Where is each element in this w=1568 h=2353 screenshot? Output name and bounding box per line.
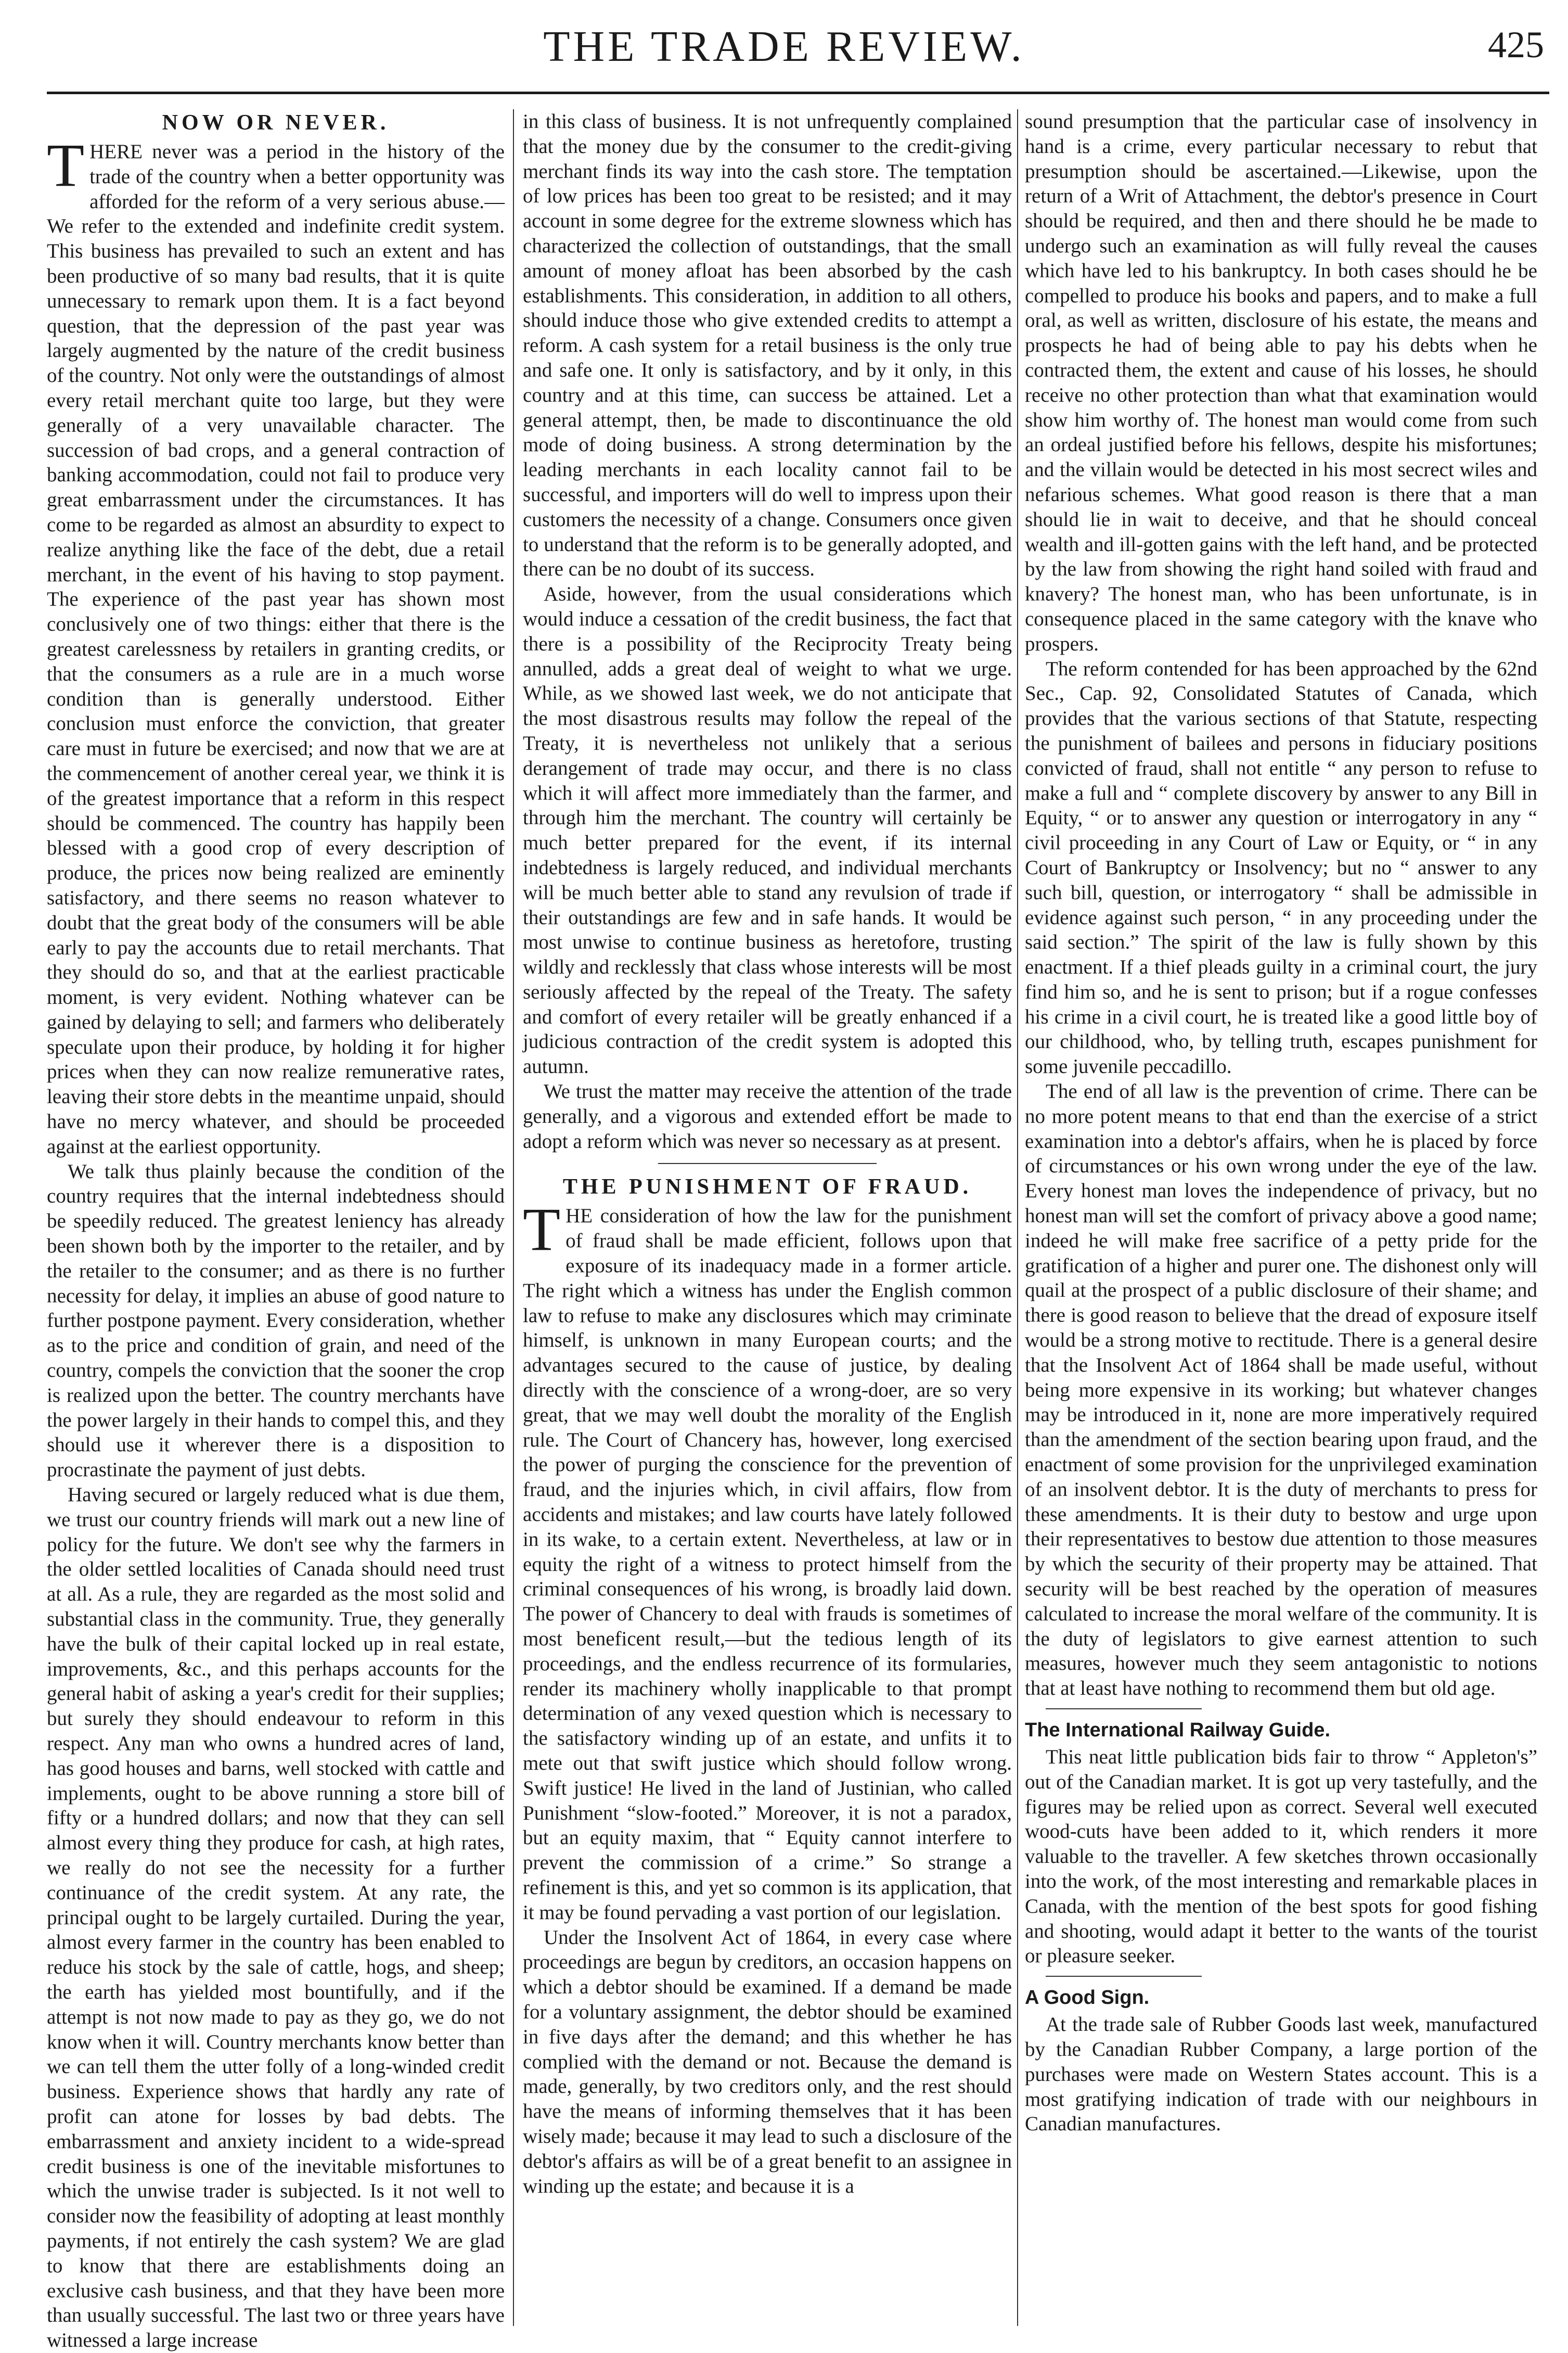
running-head <box>0 22 1568 93</box>
article-paragraph: We talk thus plainly because the condition of the country requires that the internal indebtedness should be speedily reduced. The greatest leniency has already been shown both by the importer to the retailer, and by the retailer to the consumer; and as there is no further necessity for delay, it implies an abuse of good nature to further postpone payment. Every consideration, whether as to the price and condition of grain, and need of the country, compels the conviction that the sooner the crop is realized upon the better. The country merchants have the power largely in their hands to compel this, and they should use it wherever there is a disposition to procrastinate the payment of just debts. <box>47 1160 505 1481</box>
article-paragraph: The end of all law is the prevention of crime. There can be no more potent means to that end than the exercise of a strict examination into a debtor's affairs, when he is placed by force of circumstances or his own wrong under the eye of the law. Every honest man loves the independence of privacy, but no honest man will set the comfort of privacy above a good name; indeed he will make free sacrifice of a petty pride for the gratification of a higher and purer one. The dishonest only will quail at the prospect of a public disclosure of their shame; and there is good reason to believe that the dread of exposure itself would be a strong motive to rectitude. There is a general desire that the Insolvent Act of 1864 shall be made useful, without being more expensive in its working; but whatever changes may be introduced in it, none are more imperatively required than the amendment of the section bearing upon fraud, and the enactment of some provision for the unprivileged examination of an insolvent debtor. It is the duty of merchants to press for these amendments. It is their duty to bestow and urge upon their representatives to bestow due attention to those measures by which the security of their property may be attained. That security will be best reached by the operation of measures calculated to increase the moral welfare of the community. It is the duty of legislators to give earnest attention to such measures, however much they seem antagonistic to notions that at least have nothing to recommend them but old age. <box>1025 1080 1537 1700</box>
journal-title: THE TRADE REVIEW. <box>543 22 1025 71</box>
column-3 <box>1025 109 1537 2326</box>
article-paragraph: sound presumption that the particular case of insolvency in hand is a crime, every particular necessary to rebut that presumption should be ascertained.—Likewise, upon the return of a Writ of Attachment, the debtor's presence in Court should be required, and then and there should he be made to undergo such an examination as will fully reveal the causes which have led to his bankruptcy. In both cases should he be compelled to produce his books and papers, and to make a full oral, as well as written, disclosure of his estate, the means and prospects he had of being able to pay his debts when he contracted them, the extent and cause of his losses, he should receive no other protection than what that examination would show him worthy of. The honest man would come from such an ordeal justified before his fellows, despite his misfortunes; and the villain would be detected in his most secrect wiles and nefarious schemes. What good reason is there that a man should lie in wait to deceive, and that he should conceal wealth and ill-gotten gains with the left hand, and be protected by the law from showing the right hand soiled with fraud and knavery? The honest man, who has been unfortunate, is in consequence placed in the same category with the knave who prospers. <box>1025 110 1537 655</box>
article-paragraph: in this class of business. It is not unfrequently complained that the money due by the consumer to the credit-giving merchant finds its way into the cash store. The temptation of low prices has been too great to be resisted; and it may account in some degree for the extreme slowness which has characterized the collection of outstandings, that the small amount of money afloat has been absorbed by the cash establishments. This consideration, in addition to all others, should induce those who give extended credits to attempt a reform. A cash system for a retail business is the only true and safe one. It only is satisfactory, and by it only, in this country and at this time, can success be attained. Let a general attempt, then, be made to discontinuance the old mode of doing business. A strong determination by the leading merchants in each locality cannot fail to be successful, and importers will do well to impress upon their customers the necessity of a change. Consumers once given to understand that the reform is to be generally adopted, and there can be no doubt of its success. <box>523 110 1012 581</box>
column-divider <box>1017 109 1018 2326</box>
column-2 <box>523 109 1012 2326</box>
column-1 <box>47 109 505 2352</box>
article-title-now-or-never: NOW OR NEVER. <box>162 111 390 135</box>
paragraph-text: HE consideration of how the law for the punishment of fraud shall be made efficient, follows upon that exposure of its inadequacy made in a former article. The right which a witness has under the English common law to refuse to make any disclosures which may criminate himself, is unknown in many European courts; and the advantages secured to the cause of justice, by dealing directly with the conscience of a wrong-doer, are so very great, that we may well doubt the morality of the English rule. The Court of Chancery has, however, long exercised the power of purging the conscience for the prevention of fraud, and the injuries which, in civil affairs, flow from accidents and mistakes; and law courts have lately followed in its wake, to a certain extent. Nevertheless, at law or in equity the right of a witness to protect himself from the criminal consequences of his wrong, is broadly laid down. The power of Chancery to deal with frauds is sometimes of most beneficent result,—but the tedious length of its proceedings, and the endless recurrence of its formularies, render its machinery wholly inapplicable to that prompt determination of any vexed question which is necessary to the satisfactory winding up of an estate, and unfits it to mete out that swift justice which should follow wrong. Swift justice! He lived in the land of Justinian, who called Punishment “slow-footed.” Moreover, it is not a paradox, but an equity maxim, that “ Equity cannot interfere to prevent the commission of a crime.” So strange a refinement is this, and yet so common is its application, that it may be found pervading a vast portion of our legislation. <box>523 1205 1012 1924</box>
article-paragraph: This neat little publication bids fair to throw “ Appleton's” out of the Canadian market. It is got up very tastefully, and the figures may be relied upon as correct. Several well executed wood-cuts have been added to it, which renders it more valuable to the traveller. A few sketches thrown occasionally into the work, of the most interesting and remarkable places in Canada, with the mention of the best spots for good fishing and shooting, would adapt it better to the wants of the tourist or pleasure seeker. <box>1025 1746 1537 1967</box>
paragraph-text: HERE never was a period in the history of the trade of the country when a better opportunity was afforded for the reform of a very serious abuse.—We refer to the extended and indefinite credit system. This business has prevailed to such an extent and has been productive of so many bad results, that it is quite unnecessary to remark upon them. It is a fact beyond question, that the depression of the past year was largely augmented by the nature of the credit business of the country. Not only were the outstandings of almost every retail merchant quite too large, but they were generally of a very unavailable character. The succession of bad crops, and a general contraction of banking accommodation, could not fail to produce very great embarrassment under the circumstances. It has come to be regarded as almost an absurdity to expect to realize anything like the face of the debt, due a retail merchant, in the event of his having to stop payment. The experience of the past year has shown most conclusively one of two things: either that there is the greatest carelessness by retailers in granting credits, or that the consumers as a rule are in a much worse condition than is generally understood. Either conclusion must enforce the conviction, that greater care must in future be exercised; and now that we are at the commencement of another cereal year, we think it is of the greatest importance that a reform in this respect should be commenced. The country has happily been blessed with a good crop of every description of produce, the prices now being realized are eminently satisfactory, and there seems no reason whatever to doubt that the great body of the consumers will be able early to pay the accounts due to retail merchants. That they should do so, and that at the earliest practicable moment, is very evident. Nothing whatever can be gained by delaying to sell; and farmers who deliberately speculate upon their produce, by holding it for higher prices when they can now realize remunerative rates, leaving their store debts in the meantime unpaid, should have no mercy whatever, and should be proceeded against at the earliest opportunity. <box>47 140 505 1158</box>
article-separator-rule <box>658 1163 877 1164</box>
section-title-good-sign: A Good Sign. <box>1025 1987 1150 2009</box>
drop-cap: T <box>47 131 85 199</box>
article-paragraph: The reform contended for has been approached by the 62nd Sec., Cap. 92, Consolidated Statutes of Canada, which provides that the various sections of that Statute, respecting the punishment of bailees and persons in fiduciary positions convicted of fraud, shall not entitle “ any person to refuse to make a full and “ complete discovery by answer to any Bill in Equity, “ or to answer any question or interrogatory in any “ civil proceeding in any Court of Law or Equity, or “ in any Court of Bankruptcy or Insolvency; but no “ answer to any such bill, question, or interrogatory “ shall be admissible in evidence against such person, “ in any proceeding under the said section.” The spirit of the law is fully shown by this enactment. If a thief pleads guilty in a criminal court, the jury find him so, and he is sent to prison; but if a rogue confesses his crime in a civil court, he is treated like a good little boy of our childhood, who, by telling truth, escapes punishment for some juvenile peccadillo. <box>1025 657 1537 1078</box>
article-paragraph: We trust the matter may receive the attention of the trade generally, and a vigorous and extended effort be made to adopt a reform which was never so necessary as at present. <box>523 1080 1012 1153</box>
article-paragraph <box>47 131 505 1159</box>
section-separator-rule <box>1046 1976 1202 1977</box>
column-divider <box>513 109 514 2326</box>
article-paragraph: At the trade sale of Rubber Goods last week, manufactured by the Canadian Rubber Company, a large portion of the purchases were made on Western States account. This is a most gratifying indication of trade with our neighbours in Canadian manufactures. <box>1025 2013 1537 2135</box>
article-paragraph: Aside, however, from the usual considerations which would induce a cessation of the credit business, the fact that there is a possibility of the Reciprocity Treaty being annulled, adds a great deal of weight to what we urge. While, as we showed last week, we do not anticipate that the most disastrous results may follow the repeal of the Treaty, it is nevertheless not unlikely that a serious derangement of trade may occur, and there is no class which it will affect more immediately than the farmer, and through him the merchant. The country will certainly be much better prepared for the event, if its internal indebtedness is largely reduced, and individual merchants will be much better able to stand any revulsion of trade if their outstandings are few and in safe hands. It would be most unwise to continue business as heretofore, trusting wildly and recklessly that class whose interests will be most seriously affected by the repeal of the Treaty. The safety and comfort of every retailer will be greatly enhanced if a judicious contraction of the credit system is adopted this autumn. <box>523 583 1012 1078</box>
article-title-punishment-of-fraud: THE PUNISHMENT OF FRAUD. <box>562 1175 972 1199</box>
header-rule <box>47 92 1549 94</box>
article-paragraph <box>523 1195 1012 1925</box>
drop-cap: T <box>523 1195 561 1264</box>
section-title-railway-guide: The International Railway Guide. <box>1025 1719 1330 1741</box>
section-separator-rule <box>1046 1708 1202 1709</box>
page-number: 425 <box>1488 24 1544 66</box>
article-paragraph: Having secured or largely reduced what is due them, we trust our country friends will mark out a new line of policy for the future. We don't see why the farmers in the older settled localities of Canada should need trust at all. As a rule, they are regarded as the most solid and substantial class in the community. True, they generally have the bulk of their capital locked up in real estate, improvements, &c., and this perhaps accounts for the general habit of asking a year's credit for their supplies; but surely they should endeavour to reform in this respect. Any man who owns a hundred acres of land, has good houses and barns, well stocked with cattle and implements, ought to be above running a store bill of fifty or a hundred dollars; and now that they can sell almost every thing they produce for cash, at high rates, we really do not see the necessity for a further continuance of the credit system. At any rate, the principal ought to be largely curtailed. During the year, almost every farmer in the country has been enabled to reduce his stock by the sale of cattle, hogs, and sheep; the earth has yielded most bountifully, and if the attempt is not now made to pay as they go, we do not know when it will. Country merchants know better than we can tell them the utter folly of a long-winded credit business. Experience shows that hardly any rate of profit can atone for losses by bad debts. The embarrassment and anxiety incident to a wide-spread credit business is one of the inevitable misfortunes to which the unwise trader is subjected. Is it not well to consider now the feasibility of adopting at least monthly payments, if not entirely the cash system? We are glad to know that there are establishments doing an exclusive cash business, and that they have been more than usually successful. The last two or three years have witnessed a large increase <box>47 1484 505 2352</box>
article-paragraph: Under the Insolvent Act of 1864, in every case where proceedings are begun by creditors, an occasion happens on which a debtor should be examined. If a demand be made for a voluntary assignment, the debtor should be examined in five days after the demand; and this whether he has complied with the demand or not. Because the demand is made, generally, by two creditors only, and the rest should have the means of informing themselves that it has been wisely made; because it may lead to such a disclosure of the debtor's affairs as will be of a great benefit to an assignee in winding up the estate; and because it is a <box>523 1926 1012 2197</box>
